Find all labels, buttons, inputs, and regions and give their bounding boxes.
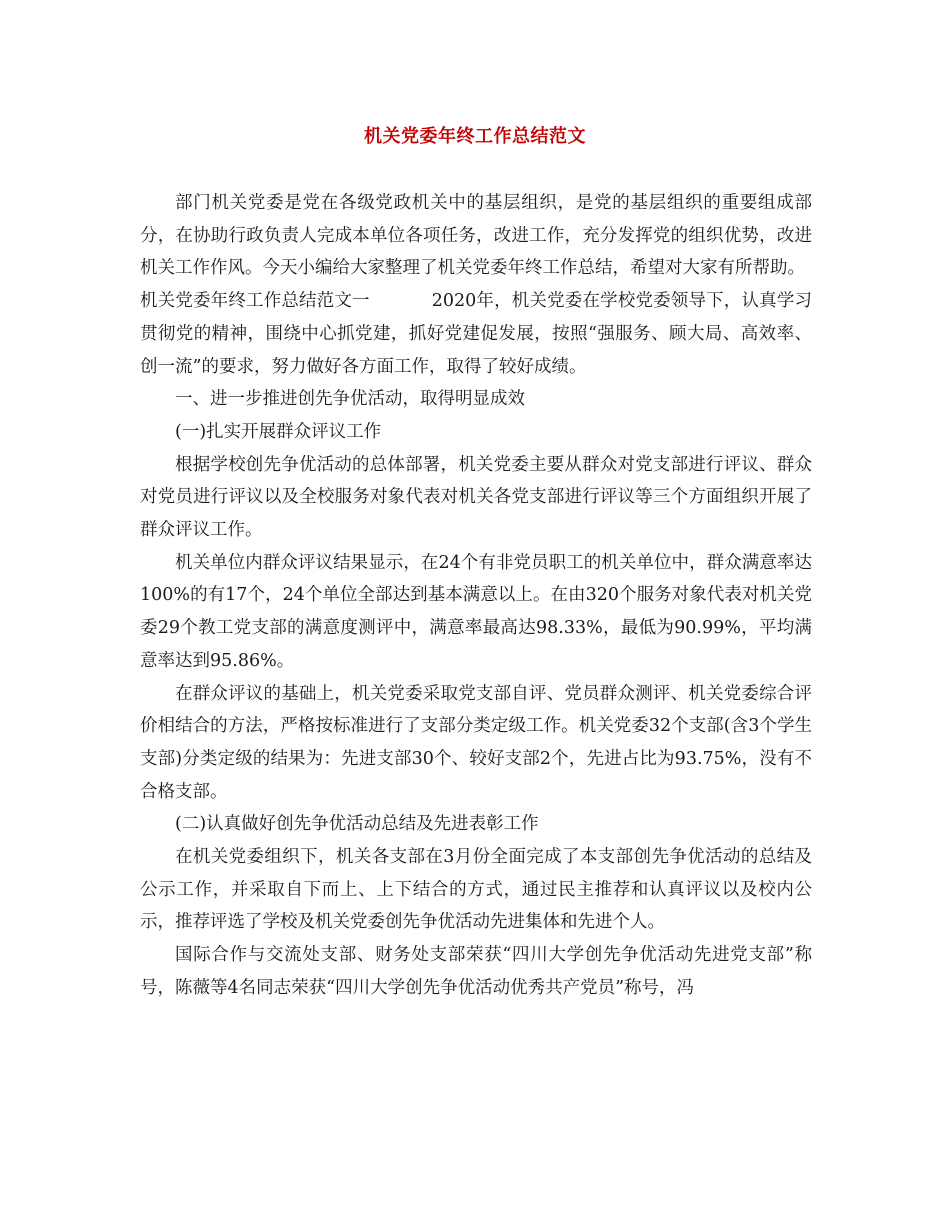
document-body [140,187,812,1005]
intro-paragraph: 部门机关党委是党在各级党政机关中的基层组织，是党的基层组织的重要组成部分，在协助行政负责人完成本单位各项任务，改进工作，充分发挥党的组织优势，改进机关工作作风。今天小编给大家整理了机关党委年终工作总结，希望对大家有所帮助。 [140,193,812,279]
paragraph-3: 在群众评议的基础上，机关党委采取党支部自评、党员群众测评、机关党委综合评价相结合的方法，严格按标准进行了支部分类定级工作。机关党委32个支部(含3个学生支部)分类定级的结果为：先进支部30个、较好支部2个，先进占比为93.75%，没有不合格支部。 [140,683,812,802]
paragraph-2: 机关单位内群众评议结果显示，在24个有非党员职工的机关单位中，群众满意率达100%的有17个，24个单位全部达到基本满意以上。在由320个服务对象代表对机关党委29个教工党支部的满意度测评中，满意率最高达98.33%，最低为90.99%，平均满意率达到95.86%。 [140,552,812,671]
document-title: 机关党委年终工作总结范文 [364,126,586,147]
paragraph-4: 在机关党委组织下，机关各支部在3月份全面完成了本支部创先争优活动的总结及公示工作，并采取自下而上、上下结合的方式，通过民主推荐和认真评议以及校内公示，推荐评选了学校及机关党委创先争优活动先进集体和先进个人。 [140,847,812,933]
subheading-2: (二)认真做好创先争优活动总结及先进表彰工作 [175,814,539,835]
section-label: 机关党委年终工作总结范文一 [140,291,370,312]
section-lead-paragraph [140,285,812,383]
subheading-1: (一)扎实开展群众评议工作 [175,421,382,442]
paragraph-1: 根据学校创先争优活动的总体部署，机关党委主要从群众对党支部进行评议、群众对党员进行评议以及全校服务对象代表对机关各党支部进行评议等三个方面组织开展了群众评议工作。 [140,454,812,541]
paragraph-5: 国际合作与交流处支部、财务处支部荣获“四川大学创先争优活动先进党支部”称号，陈薇等4名同志荣获“四川大学创先争优活动优秀共产党员”称号，冯 [140,945,812,998]
heading-1: 一、进一步推进创先争优活动，取得明显成效 [175,389,525,410]
section-lead-text: 2020年，机关党委在学校党委领导下，认真学习贯彻党的精神，围绕中心抓党建，抓好党建促发展，按照“强服务、顾大局、高效率、创一流”的要求，努力做好各方面工作，取得了较好成绩。 [140,291,812,377]
